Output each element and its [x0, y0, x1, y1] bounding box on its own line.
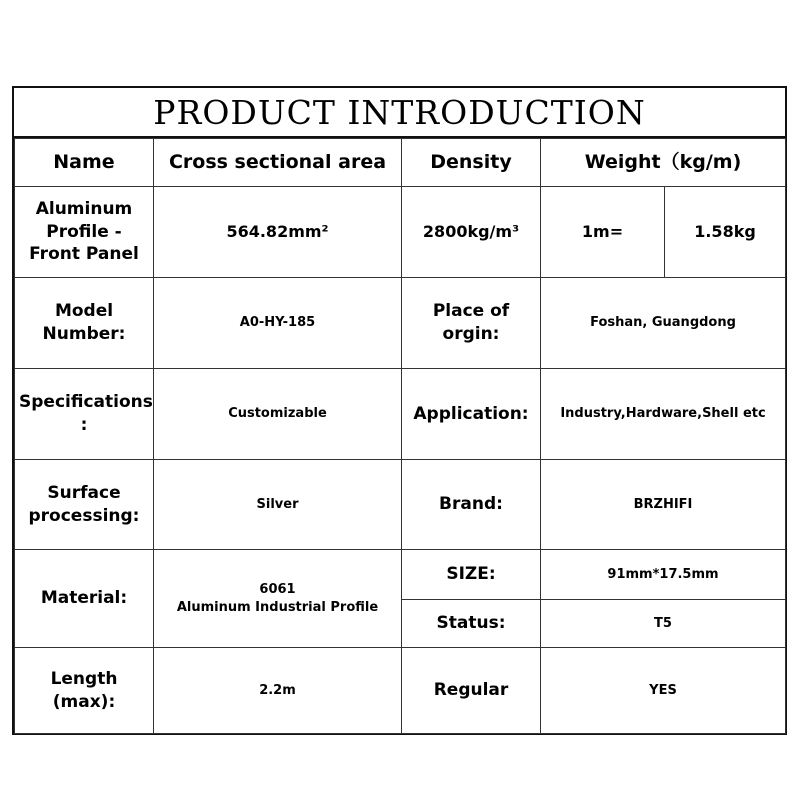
cross-section-value: 564.82mm² [154, 187, 402, 278]
header-weight: Weight（kg/m) [541, 139, 786, 187]
status-label: Status: [402, 600, 541, 648]
size-value: 91mm*17.5mm [541, 550, 786, 600]
length-max-label: Length (max): [15, 648, 154, 734]
material-value [154, 550, 402, 648]
size-label: SIZE: [402, 550, 541, 600]
status-value: T5 [541, 600, 786, 648]
weight-value: 1.58kg [665, 187, 786, 278]
regular-value: YES [541, 648, 786, 734]
model-number-label: Model Number: [15, 278, 154, 369]
application-label: Application: [402, 369, 541, 460]
table-row [15, 460, 786, 550]
place-of-origin-value: Foshan, Guangdong [541, 278, 786, 369]
header-name: Name [15, 139, 154, 187]
surface-processing-label: Surface processing: [15, 460, 154, 550]
product-name: Aluminum Profile - Front Panel [15, 187, 154, 278]
table-row [15, 550, 786, 600]
header-density: Density [402, 139, 541, 187]
brand-label: Brand: [402, 460, 541, 550]
table-row [15, 278, 786, 369]
material-description: Aluminum Industrial Profile [176, 599, 379, 615]
page-title: PRODUCT INTRODUCTION [14, 88, 785, 138]
specifications-value: Customizable [154, 369, 402, 460]
product-intro-sheet [12, 86, 787, 735]
brand-value: BRZHIFI [541, 460, 786, 550]
material-grade: 6061 [259, 581, 296, 597]
density-value: 2800kg/m³ [402, 187, 541, 278]
material-label: Material: [15, 550, 154, 648]
length-max-value: 2.2m [154, 648, 402, 734]
table-row [15, 369, 786, 460]
table-row [15, 648, 786, 734]
header-cross-section: Cross sectional area [154, 139, 402, 187]
surface-processing-value: Silver [154, 460, 402, 550]
regular-label: Regular [402, 648, 541, 734]
table-row [15, 187, 786, 278]
table-header-row [15, 139, 786, 187]
application-value: Industry,Hardware,Shell etc [541, 369, 786, 460]
specifications-label: Specifications : [15, 369, 154, 460]
model-number-value: A0-HY-185 [154, 278, 402, 369]
weight-length-unit: 1m= [541, 187, 665, 278]
spec-table [14, 138, 786, 734]
place-of-origin-label: Place of orgin: [402, 278, 541, 369]
